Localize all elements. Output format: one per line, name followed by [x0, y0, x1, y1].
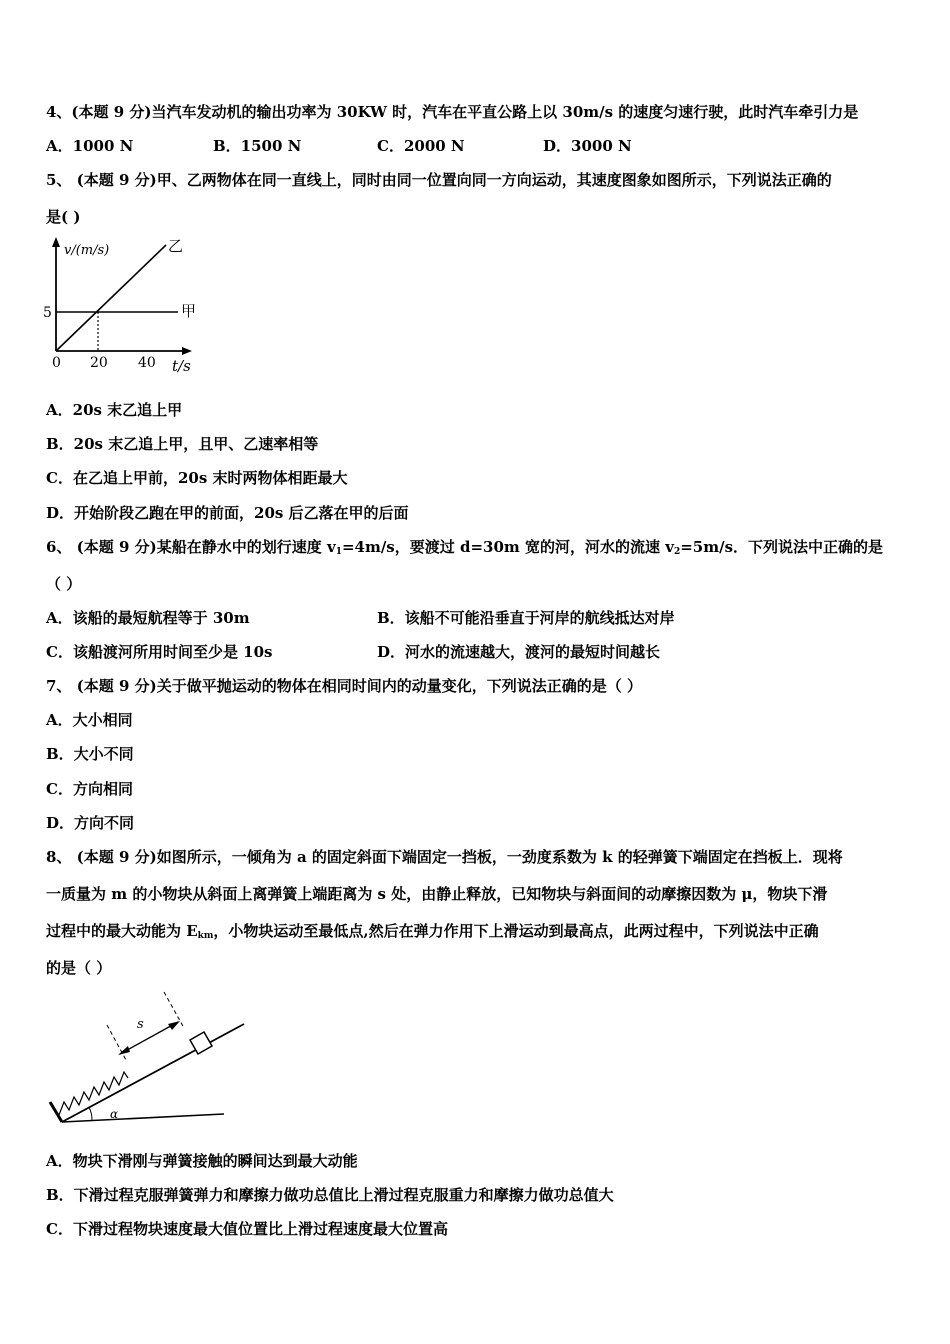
q7-stem: 7、 (本题 9 分)关于做平抛运动的物体在相同时间内的动量变化，下列说法正确的是（ ） — [46, 677, 642, 695]
q7-option-a: A．大小相同 — [46, 711, 133, 729]
distance-arrowhead-low — [118, 1046, 130, 1055]
q5-option-a: A．20s 末乙追上甲 — [46, 401, 183, 419]
q5-option-b: B．20s 末乙追上甲，且甲、乙速率相等 — [46, 435, 319, 453]
q8-incline-spring-figure — [44, 990, 248, 1128]
q5-stem-line1: 5、 (本题 9 分)甲、乙两物体在同一直线上，同时由同一位置向同一方向运动，其速度图象如图所示，下列说法正确的 — [46, 171, 832, 189]
q6-stem-line1: 6、 (本题 9 分)某船在静水中的划行速度 $v_1=4m/s$，要渡过 d=30m 宽的河，河水的流速 $v_2=5m/s$．下列说法中正确的是 — [46, 538, 884, 557]
graph-ylabel: v/(m/s) — [64, 243, 110, 258]
q4-option-b: B．1500 N — [213, 137, 302, 155]
q6-option-d: D．河水的流速越大，渡河的最短时间越长 — [377, 643, 661, 661]
q8-option-b: B．下滑过程克服弹簧弹力和摩擦力做功总值比上滑过程克服重力和摩擦力做功总值大 — [46, 1186, 614, 1204]
graph-ytick-5: 5 — [43, 305, 52, 321]
q6-option-c: C．该船渡河所用时间至少是 10s — [46, 643, 273, 661]
q5-stem-line2: 是( ) — [46, 208, 81, 226]
q4-stem: 4、(本题 9 分)当汽车发动机的输出功率为 30KW 时，汽车在平直公路上以 30m/s 的速度匀速行驶，此时汽车牵引力是 — [46, 103, 859, 121]
q8-stem-line1: 8、 (本题 9 分)如图所示，一倾角为 a 的固定斜面下端固定一挡板，一劲度系数为 k 的轻弹簧下端固定在挡板上．现将 — [46, 848, 843, 866]
q8-option-a: A．物块下滑刚与弹簧接触的瞬间达到最大动能 — [46, 1152, 358, 1170]
label-alpha: α — [110, 1107, 119, 1121]
q8-stem-line2: 一质量为 m 的小物块从斜面上离弹簧上端距离为 s 处，由静止释放，已知物块与斜面间的动摩擦因数为 μ，物块下滑 — [46, 885, 828, 903]
label-s: s — [137, 1017, 144, 1032]
q5-option-c: C．在乙追上甲前，20s 末时两物体相距最大 — [46, 469, 348, 487]
q4-option-c: C．2000 N — [377, 137, 465, 155]
distance-arrowhead-high — [168, 1021, 180, 1030]
q8-option-c: C．下滑过程物块速度最大值位置比上滑过程速度最大位置高 — [46, 1220, 448, 1238]
graph-label-yi: 乙 — [168, 237, 184, 255]
graph-y-arrow — [52, 237, 60, 247]
q8-stem-line4: 的是（ ） — [46, 959, 112, 977]
q8-stem-line3: 过程中的最大动能为 $E_{km}$，小物块运动至最低点,然后在弹力作用下上滑运动到最高点，此两过程中，下列说法中正确 — [46, 922, 819, 941]
graph-x-arrow — [182, 347, 192, 355]
incline-base — [62, 1114, 224, 1122]
q4-option-a: A．1000 N — [46, 137, 134, 155]
dashed-guide-lower — [107, 1025, 126, 1060]
q5-velocity-time-graph — [40, 233, 210, 375]
graph-xtick-20: 20 — [90, 355, 108, 371]
q6-option-b: B．该船不可能沿垂直于河岸的航线抵达对岸 — [377, 609, 675, 627]
q7-option-d: D．方向不同 — [46, 814, 135, 832]
graph-xtick-0: 0 — [52, 355, 61, 371]
q5-option-d: D．开始阶段乙跑在甲的前面，20s 后乙落在甲的后面 — [46, 504, 409, 522]
q4-option-d: D．3000 N — [543, 137, 632, 155]
q7-option-b: B．大小不同 — [46, 745, 134, 763]
graph-xtick-40: 40 — [138, 355, 156, 371]
q6-option-a: A．该船的最短航程等于 30m — [46, 609, 250, 627]
graph-label-jia: 甲 — [181, 302, 197, 320]
q7-option-c: C．方向相同 — [46, 780, 133, 798]
graph-xlabel: t/s — [172, 357, 191, 375]
angle-arc — [89, 1107, 92, 1120]
graph-line-yi — [56, 245, 166, 351]
q6-stem-line2: （ ） — [46, 575, 82, 593]
